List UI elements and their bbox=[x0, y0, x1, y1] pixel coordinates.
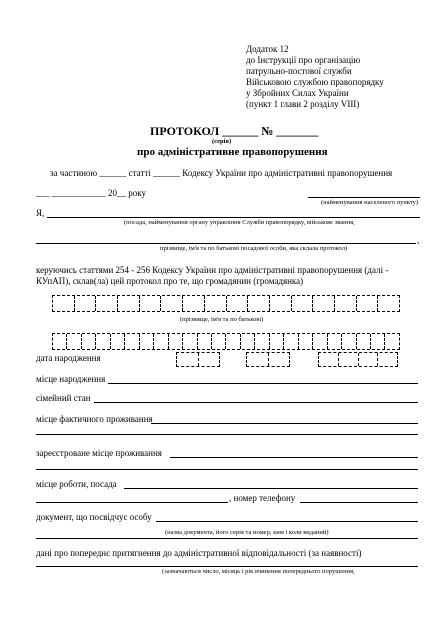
name-hint: (прізвище, ім'я та по батькові) bbox=[180, 316, 264, 323]
phone-label: , номер телефону bbox=[229, 493, 296, 503]
official-position-field[interactable] bbox=[47, 217, 420, 218]
work-field[interactable] bbox=[124, 488, 418, 489]
birth-day-boxes[interactable] bbox=[176, 352, 220, 367]
birth-month-boxes[interactable] bbox=[246, 352, 290, 367]
appendix-line-4: Військовою службою правопорядку bbox=[246, 77, 384, 87]
protocol-subtitle: про адміністративне правопорушення bbox=[137, 146, 328, 158]
settlement-hint: (найменування населеного пункту) bbox=[321, 199, 419, 206]
appendix-line-2: до Інструкції про організацію bbox=[246, 55, 361, 65]
comma: , bbox=[417, 235, 420, 245]
guided-line-2: КУпАП), склав(ла) цей протокол про те, що громадянин (громадянка) bbox=[36, 276, 304, 286]
article-line: за частиною ______ статті ______ Кодексу України про адміністративні правопорушення bbox=[50, 168, 393, 178]
phone-field[interactable] bbox=[300, 502, 418, 503]
marital-field[interactable] bbox=[94, 402, 418, 403]
residence-label: місце фактичного проживання bbox=[36, 414, 153, 424]
protocol-title: ПРОТОКОЛ ______ № _______ bbox=[150, 124, 319, 138]
series-note: (серія) bbox=[212, 138, 232, 145]
registered-label: зареєстроване місце проживання bbox=[36, 448, 162, 458]
appendix-line-5: у Збройних Силах України bbox=[246, 88, 349, 98]
residence-field-2[interactable] bbox=[36, 434, 418, 435]
official-hint: прізвище, ім'я та по батькові посадової особи, яка склала протокол) bbox=[160, 245, 348, 252]
appendix-line-1: Додаток 12 bbox=[246, 44, 289, 54]
document-field[interactable] bbox=[156, 521, 418, 522]
residence-field[interactable] bbox=[151, 423, 418, 424]
registered-field-2[interactable] bbox=[36, 469, 418, 470]
birth-place-field[interactable] bbox=[108, 383, 418, 384]
birth-place-label: місце народження bbox=[36, 374, 106, 384]
birth-date-label: дата народження bbox=[36, 353, 101, 363]
registered-field[interactable] bbox=[170, 457, 418, 458]
prior-label: дані про попереднє притягнення до адміністративної відповідальності (за наявності) bbox=[36, 548, 362, 558]
guided-line-1: керуючись статтями 254 - 256 Кодексу України про адміністративні правопорушення (далі - bbox=[36, 265, 389, 275]
prior-hint: (зазначаються число, місяць і рік вчинення попереднього порушення, bbox=[162, 568, 355, 575]
birth-year-boxes[interactable] bbox=[318, 352, 398, 367]
marital-label: сімейний стан bbox=[36, 393, 91, 403]
work-label: місце роботи, посада bbox=[36, 479, 117, 489]
appendix-line-6: (пункт 1 глави 2 розділу VIII) bbox=[246, 99, 360, 109]
work-field-2[interactable] bbox=[36, 502, 228, 503]
document-label: документ, що посвідчує особу bbox=[36, 512, 152, 522]
official-name-field[interactable] bbox=[36, 243, 416, 244]
settlement-field[interactable] bbox=[308, 197, 420, 198]
document-field-2[interactable] bbox=[36, 538, 418, 539]
name-boxes-row-1[interactable] bbox=[52, 295, 400, 312]
position-hint: (посада, найменування органу управління Служби правопорядку, військове звання, bbox=[124, 219, 355, 226]
ya-label: Я, bbox=[36, 208, 45, 218]
appendix-line-3: патрульно-постової служби bbox=[246, 66, 352, 76]
name-boxes-row-2[interactable] bbox=[52, 333, 400, 350]
date-line[interactable]: ___ ____________ 20__ року bbox=[36, 188, 146, 198]
prior-field[interactable] bbox=[36, 566, 418, 567]
document-hint: (назва документа, його серія та номер, ким і коли виданий) bbox=[165, 529, 329, 536]
